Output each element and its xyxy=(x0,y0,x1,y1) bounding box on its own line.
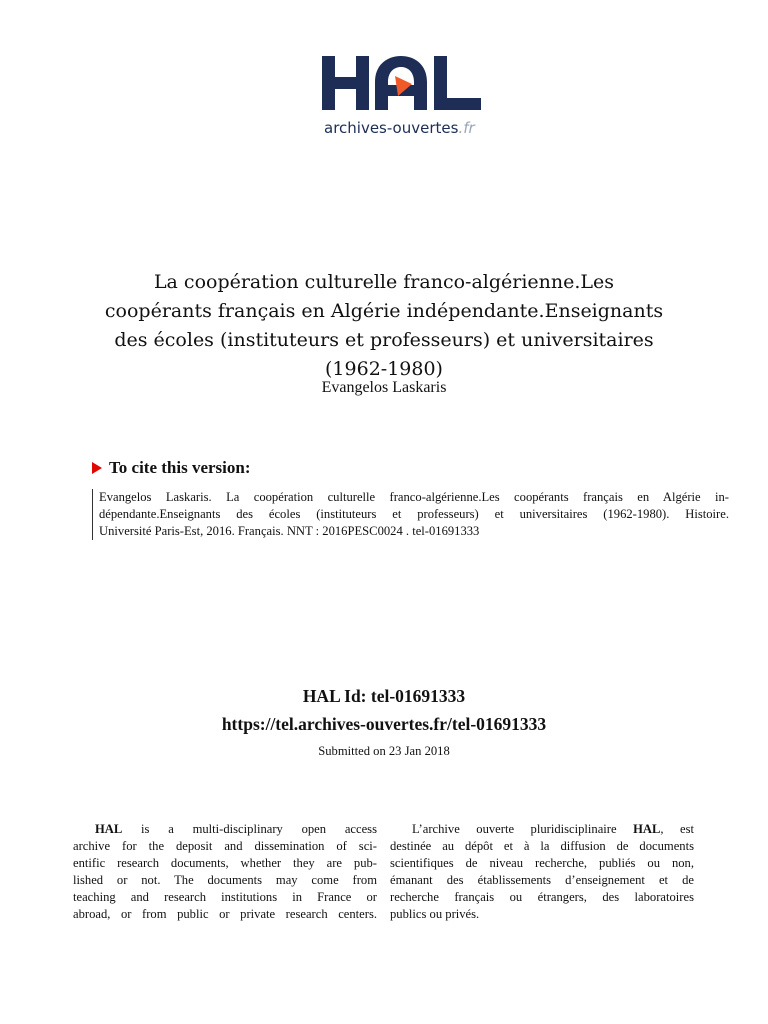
hal-tagline xyxy=(324,119,475,137)
hal-description-english xyxy=(73,821,377,923)
cite-heading-label: To cite this version: xyxy=(109,458,251,477)
description-line: émanant des établissements d’enseignement et de xyxy=(390,873,694,887)
description-line xyxy=(390,821,694,838)
title-line: coopérants français en Algérie indépendante.Enseignants xyxy=(104,300,664,322)
cite-heading xyxy=(92,458,251,478)
description-line: recherche français ou étrangers, des laboratoires xyxy=(390,890,694,904)
description-line: archive for the deposit and dissemination of sci- xyxy=(73,839,377,853)
description-line: scientifiques de niveau recherche, publiés ou non, xyxy=(390,856,694,870)
author-name: Evangelos Laskaris xyxy=(321,379,447,396)
hal-wordmark-logo xyxy=(322,52,486,116)
description-line: entific research documents, whether they are pub- xyxy=(73,856,377,870)
description-text: , est xyxy=(660,822,694,836)
hal-bold-label: HAL xyxy=(633,822,661,836)
description-text: is a multi-disciplinary open access xyxy=(122,822,377,836)
tagline-main: archives-ouvertes xyxy=(324,119,459,137)
description-line: abroad, or from public or private research centers. xyxy=(73,907,377,921)
citation-line: Université Paris-Est, 2016. Français. NNT : 2016PESC0024 . tel-01691333 xyxy=(99,524,480,538)
hal-id: HAL Id: tel-01691333 xyxy=(302,686,466,706)
hal-logo[interactable] xyxy=(322,52,486,142)
hal-description-french xyxy=(390,821,694,923)
title-line: La coopération culturelle franco-algérienne.Les xyxy=(153,271,615,293)
hal-url-link[interactable]: https://tel.archives-ouvertes.fr/tel-01691333 xyxy=(221,714,547,734)
tagline-tld: .fr xyxy=(458,119,475,137)
red-triangle-icon xyxy=(92,462,102,474)
description-line: destinée au dépôt et à la diffusion de documents xyxy=(390,839,694,853)
document-title xyxy=(80,268,688,384)
description-line: teaching and research institutions in France or xyxy=(73,890,377,904)
citation-line: dépendante.Enseignants des écoles (instituteurs et professeurs) et universitaires (1962-1980). Histoire. xyxy=(99,507,729,521)
description-line: lished or not. The documents may come from xyxy=(73,873,377,887)
hal-bold-label: HAL xyxy=(95,822,123,836)
citation-line: Evangelos Laskaris. La coopération culturelle franco-algérienne.Les coopérants français en Algérie in- xyxy=(99,490,729,504)
submission-date: Submitted on 23 Jan 2018 xyxy=(318,744,450,758)
citation-block xyxy=(92,489,729,540)
description-line: publics ou privés. xyxy=(390,907,480,921)
description-text: L’archive ouverte pluridisciplinaire xyxy=(412,822,634,836)
title-line: des écoles (instituteurs et professeurs) et universitaires xyxy=(114,329,654,351)
description-line xyxy=(73,821,377,838)
title-line: (1962-1980) xyxy=(325,358,443,380)
